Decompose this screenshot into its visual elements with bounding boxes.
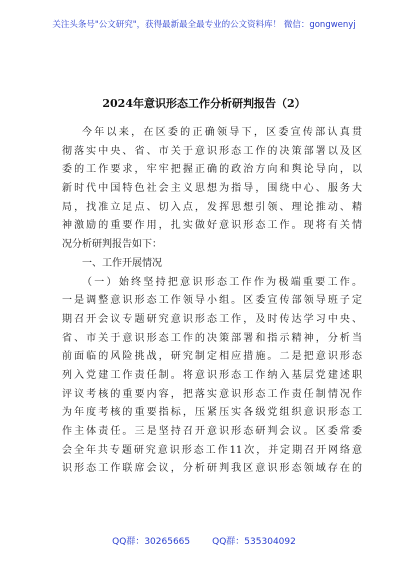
qq-group-1: QQ群：30265665 <box>112 537 191 547</box>
page-header-banner: 关注头条号"公文研究"，获得最新最全最专业的公文资料库！ 微信：gongwenyj <box>52 20 356 30</box>
paragraph-line: 委的工作要求，牢牢把握正确的政治方向和舆论导向，以 <box>62 164 362 176</box>
paragraph-line: 省、市关于意识形态工作的决策部署和指示精神，分析当 <box>62 332 362 344</box>
paragraph-line: 新时代中国特色社会主义思想为指导，围绕中心、服务大 <box>62 183 362 195</box>
paragraph-line: 神激励的重要作用，扎实做好意识形态工作。现将有关情 <box>62 220 362 232</box>
paragraph-line: 为年度考核的重要指标，压紧压实各级党组织意识形态工 <box>62 407 362 419</box>
paragraph-line: 评议考核的重要内容，把落实意识形态工作责任制情况作 <box>62 388 362 400</box>
paragraph-line: 期召开会议专题研究意识形态工作，及时传达学习中央、 <box>62 313 362 325</box>
document-title: 2024年意识形态工作分析研判报告（2） <box>102 97 306 110</box>
paragraph-line: 识形态工作联席会议，分析研判我区意识形态领域存在的 <box>62 463 362 475</box>
paragraph-line: 一是调整意识形态工作领导小组。区委宣传部领导班子定 <box>62 295 362 307</box>
qq-group-2: QQ群：535304092 <box>212 537 296 547</box>
paragraph-line: 会全年共专题研究意识形态工作11次，并定期召开网络意 <box>62 444 362 456</box>
paragraph-line: 作主体责任。三是坚持召开意识形态研判会议。区委常委 <box>62 426 362 437</box>
page-footer <box>0 534 408 547</box>
paragraph-line: 列入党建工作责任制。将意识形态工作纳入基层党建述职 <box>62 369 362 381</box>
paragraph-line: 局，找准立足点、切入点，发挥思想引领、理论推动、精 <box>62 201 362 213</box>
section-heading: 一、工作开展情况 <box>82 257 162 269</box>
paragraph-line: 况分析研判报告如下： <box>62 239 162 251</box>
paragraph-line: 今年以来，在区委的正确领导下，区委宣传部认真贯 <box>82 127 362 138</box>
paragraph-line: 彻落实中央、省、市关于意识形态工作的决策部署以及区 <box>62 145 362 157</box>
paragraph-line: 前面临的风险挑战，研究制定相应措施。二是把意识形态 <box>62 351 362 363</box>
document-body <box>62 124 362 479</box>
subsection-heading: （一）始终坚持把意识形态工作作为极端重要工作。 <box>82 276 362 288</box>
